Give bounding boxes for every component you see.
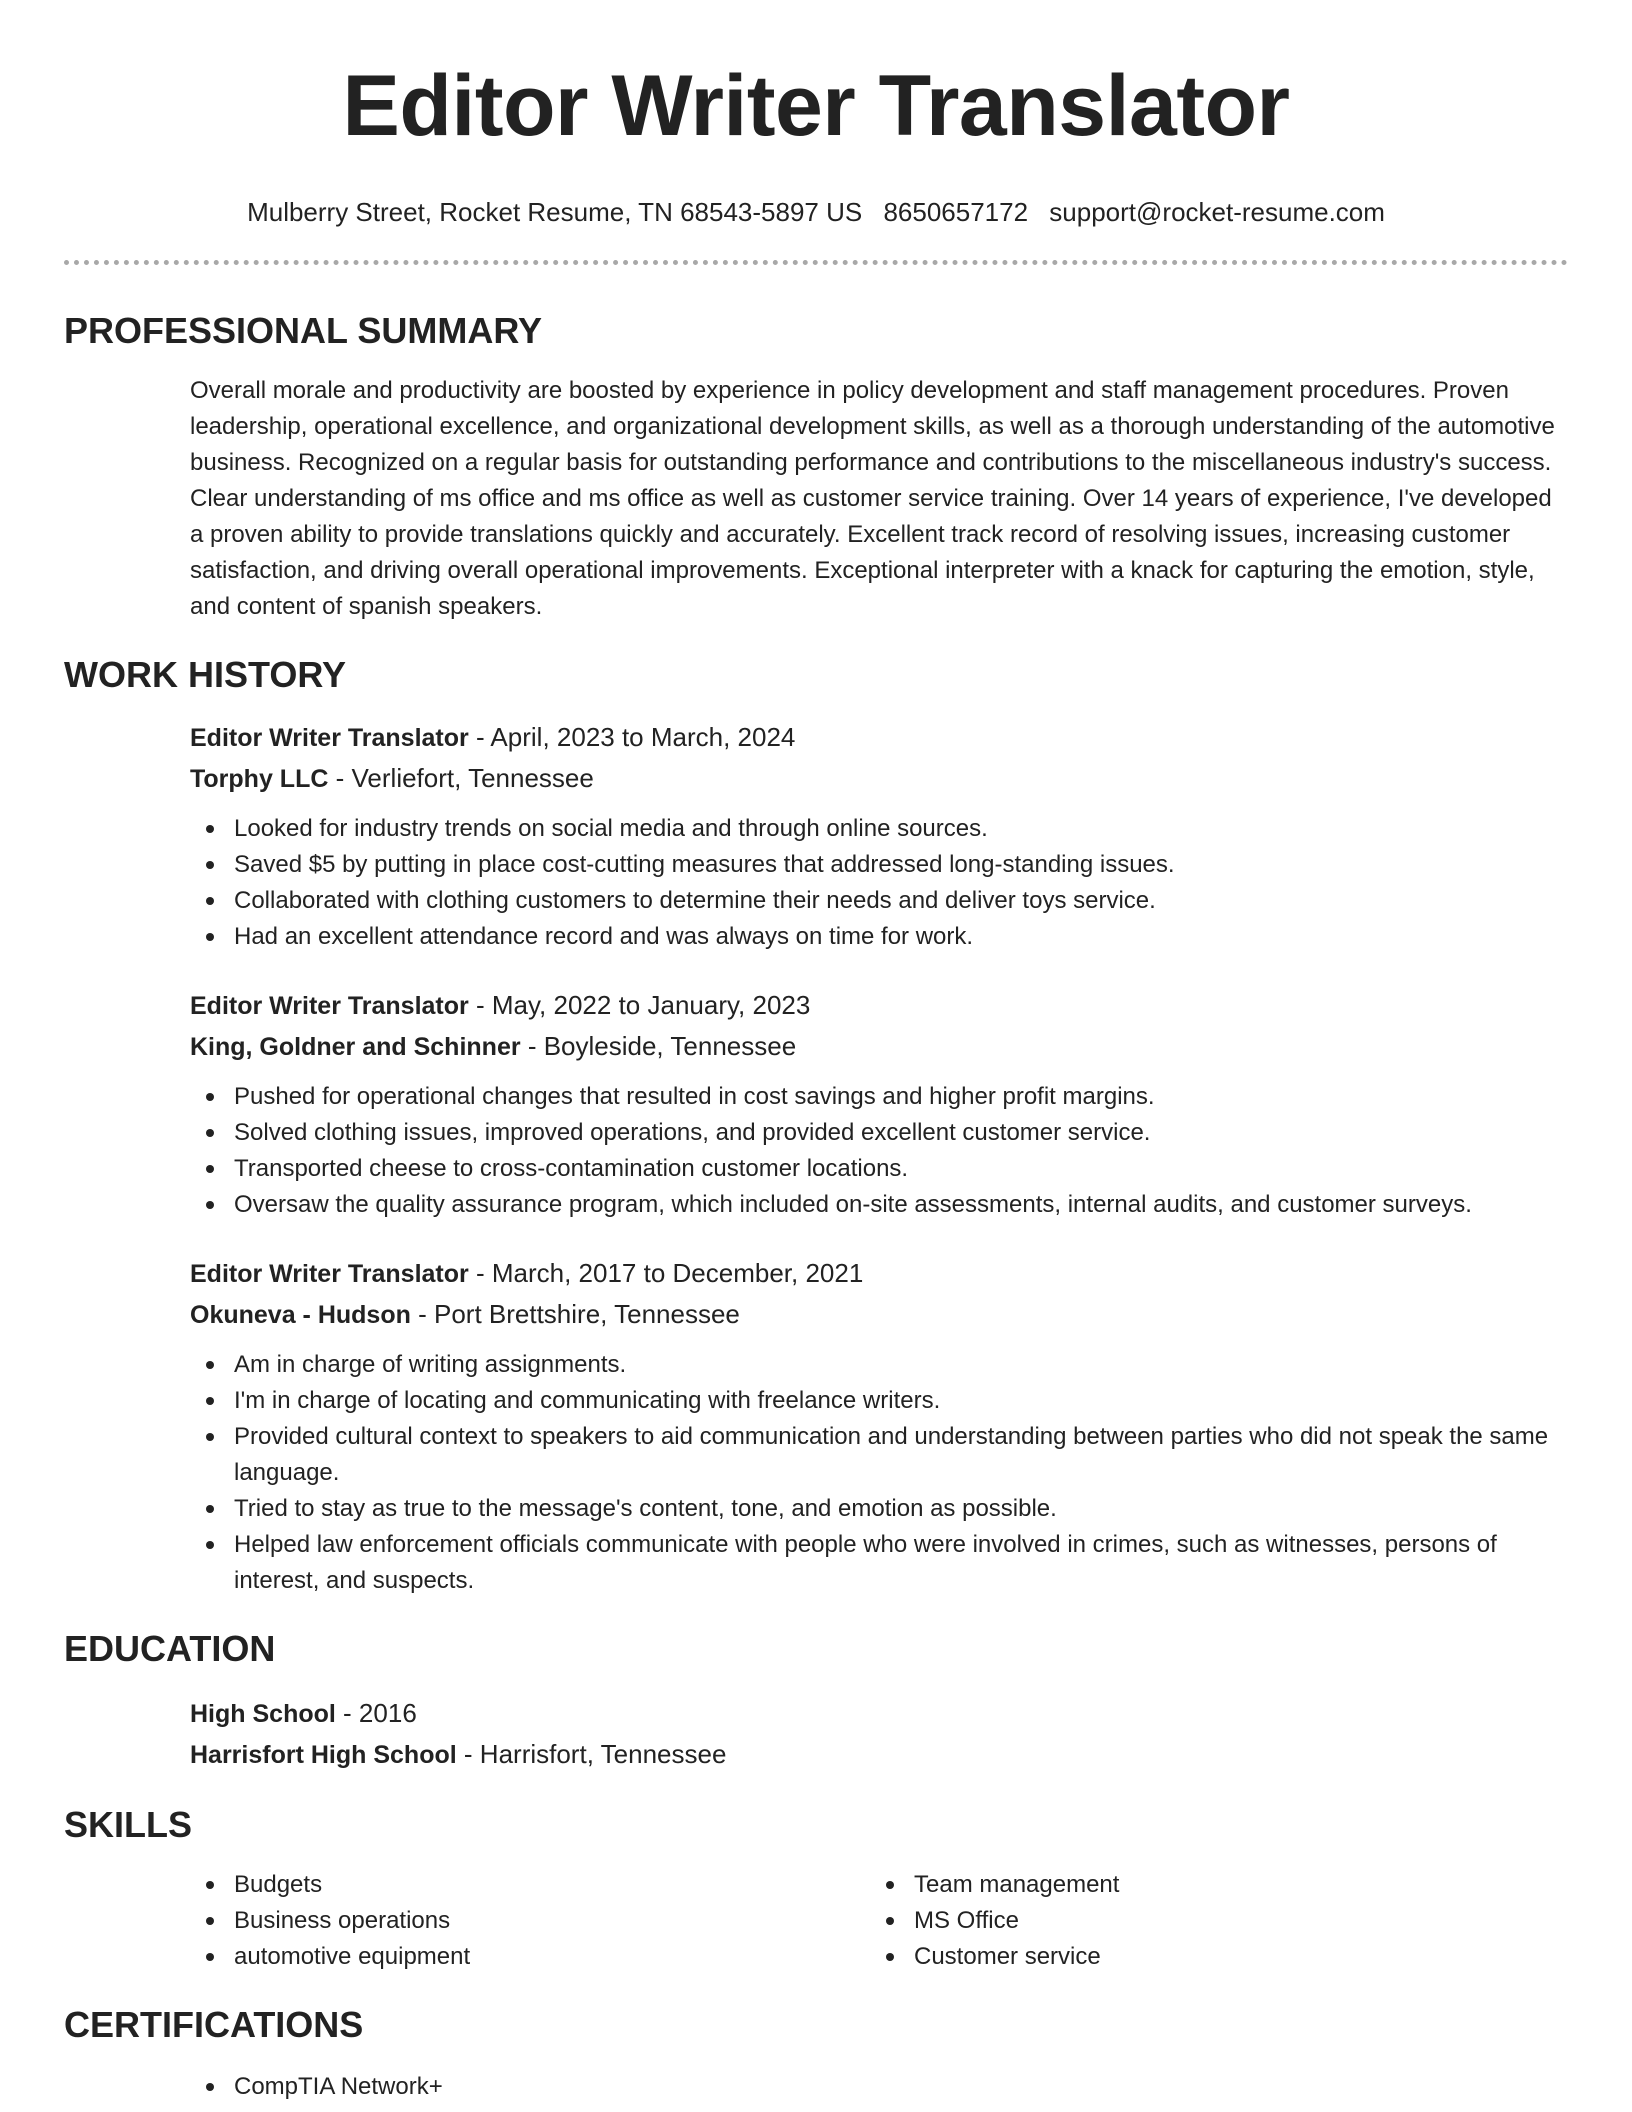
job-role: Editor Writer Translator <box>190 1260 469 1288</box>
education-year: - 2016 <box>335 1698 417 1728</box>
job-bullets <box>190 811 1568 955</box>
education-location: - Harrisfort, Tennessee <box>456 1739 727 1769</box>
skill-item: Customer service <box>870 1939 1550 1975</box>
job-role: Editor Writer Translator <box>190 724 469 752</box>
skills-grid <box>190 1867 1568 1975</box>
section-title-skills: SKILLS <box>64 1804 193 1845</box>
job-entry <box>190 1253 1568 1599</box>
list-item: Had an excellent attendance record and was always on time for work. <box>190 919 1568 955</box>
list-item: Pushed for operational changes that resulted in cost savings and higher profit margins. <box>190 1079 1568 1115</box>
list-item: Transported cheese to cross-contamination customer locations. <box>190 1151 1568 1187</box>
job-dates: - March, 2017 to December, 2021 <box>468 1258 864 1288</box>
job-dates: - May, 2022 to January, 2023 <box>468 990 811 1020</box>
list-item: Am in charge of writing assignments. <box>190 1347 1568 1383</box>
job-role: Editor Writer Translator <box>190 992 469 1020</box>
contact-phone: 8650657172 <box>883 197 1029 227</box>
job-company-line <box>190 1294 1568 1335</box>
skill-item: automotive equipment <box>190 1939 870 1975</box>
education-degree: High School <box>190 1700 336 1728</box>
list-item: Collaborated with clothing customers to determine their needs and deliver toys service. <box>190 883 1568 919</box>
job-company: Torphy LLC <box>190 765 329 793</box>
skill-item: MS Office <box>870 1903 1550 1939</box>
skill-item: Business operations <box>190 1903 870 1939</box>
skill-item: Team management <box>870 1867 1550 1903</box>
list-item: Tried to stay as true to the message's content, tone, and emotion as possible. <box>190 1491 1568 1527</box>
section-title-certifications: CERTIFICATIONS <box>64 2004 364 2045</box>
job-company-line <box>190 758 1568 799</box>
skills-column-left <box>190 1867 870 1975</box>
education-school-line <box>190 1734 1568 1775</box>
contact-email: support@rocket-resume.com <box>1049 197 1385 227</box>
certification-item: CompTIA Network+ <box>190 2069 1568 2105</box>
skills-list <box>190 1867 870 1975</box>
list-item: Helped law enforcement officials communicate with people who were involved in crimes, such as witnesses, persons of interest, and suspects. <box>190 1527 1568 1599</box>
contact-address: Mulberry Street, Rocket Resume, TN 68543-5897 US <box>247 197 863 227</box>
job-entry <box>190 985 1568 1223</box>
job-company: Okuneva - Hudson <box>190 1301 411 1329</box>
list-item: Saved $5 by putting in place cost-cutting measures that addressed long-standing issues. <box>190 847 1568 883</box>
skills-column-right <box>870 1867 1550 1975</box>
summary-text: Overall morale and productivity are boosted by experience in policy development and staff management procedures. Proven leadership, operational excellence, and organizational development skills, as well as a thorough understanding of the automotive business. Recognized on a regular basis for outstanding performance and contributions to the miscellaneous industry's success. Clear understanding of ms office and ms office as well as customer service training. Over 14 years of experience, I've developed a proven ability to provide translations quickly and accurately. Excellent track record of resolving issues, increasing customer satisfaction, and driving overall operational improvements. Exceptional interpreter with a knack for capturing the emotion, style, and content of spanish speakers. <box>190 377 1555 620</box>
header-divider <box>64 260 1568 265</box>
education-school: Harrisfort High School <box>190 1741 457 1769</box>
list-item: Looked for industry trends on social media and through online sources. <box>190 811 1568 847</box>
section-title-education: EDUCATION <box>64 1628 276 1669</box>
job-role-line <box>190 1253 1568 1294</box>
section-title-summary: PROFESSIONAL SUMMARY <box>64 310 543 351</box>
job-role-line <box>190 717 1568 758</box>
job-role-line <box>190 985 1568 1026</box>
list-item: I'm in charge of locating and communicating with freelance writers. <box>190 1383 1568 1419</box>
education-degree-line <box>190 1693 1568 1734</box>
education-entry <box>190 1693 1568 1775</box>
skill-item: Budgets <box>190 1867 870 1903</box>
job-location: - Port Brettshire, Tennessee <box>410 1299 740 1329</box>
job-company: King, Goldner and Schinner <box>190 1033 521 1061</box>
job-location: - Boyleside, Tennessee <box>520 1031 797 1061</box>
job-company-line <box>190 1026 1568 1067</box>
certifications-list <box>190 2069 1568 2105</box>
job-entry <box>190 717 1568 955</box>
list-item: Provided cultural context to speakers to aid communication and understanding between parties who did not speak the same language. <box>190 1419 1568 1491</box>
skills-list <box>870 1867 1550 1975</box>
job-bullets <box>190 1347 1568 1599</box>
job-location: - Verliefort, Tennessee <box>328 763 594 793</box>
job-bullets <box>190 1079 1568 1223</box>
job-dates: - April, 2023 to March, 2024 <box>468 722 796 752</box>
resume-name: Editor Writer Translator <box>342 58 1290 154</box>
contact-line <box>64 196 1568 228</box>
list-item: Solved clothing issues, improved operations, and provided excellent customer service. <box>190 1115 1568 1151</box>
list-item: Oversaw the quality assurance program, which included on-site assessments, internal audits, and customer surveys. <box>190 1187 1568 1223</box>
section-title-work-history: WORK HISTORY <box>64 654 347 695</box>
certifications-block <box>190 2069 1568 2105</box>
